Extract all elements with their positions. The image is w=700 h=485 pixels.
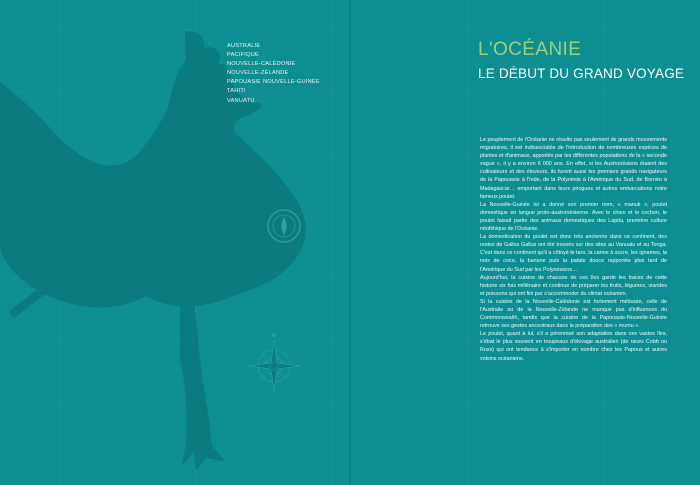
body-paragraph: La Nouvelle-Guinée lui a donné son premier nom, « manuk », poulet domestique en langue proto-austronésienne. Avec le chien et le cochon, le poulet faisait partie des animaux domestiques des Lapita, première culture néolithique de l'Océanie. — [480, 201, 667, 233]
body-text — [480, 136, 667, 363]
region-list — [227, 42, 320, 106]
region-item: PAPOUASIE NOUVELLE-GUINÉE — [227, 79, 320, 86]
region-item: TAHITI — [227, 88, 246, 95]
region-item: PACIFIQUE — [227, 52, 259, 59]
body-paragraph: Si la cuisine de la Nouvelle-Calédonie est fortement métissée, celle de l'Australie ou de la Nouvelle-Zélande ne manque pas d'influences du Commonwealth, tandis que la cuisine de la Papouasie-Nouvelle-Guinée retrouve ses gestes ancestraux dans la préparation des « mumu ». — [480, 298, 667, 330]
region-item: VANUATU — [227, 97, 255, 104]
compass-north-label: N — [272, 333, 276, 339]
chapter-subtitle: LE DÉBUT DU GRAND VOYAGE — [478, 66, 685, 81]
book-spine — [349, 0, 351, 485]
chapter-title: L'OCÉANIE — [478, 39, 582, 60]
region-item: AUSTRALIE — [227, 43, 261, 49]
compass-rose-icon — [248, 333, 300, 392]
body-paragraph: Le poulet, quant à lui, s'il a pérennisé son adaptation dans ces vastes îles, s'ébat le plus souvent en troupeaux d'élevage australien (de races Cobb ou Ross) qui ont tendance à s'importer en nombre chez les Papous et autres voisins océaniens. — [480, 331, 667, 362]
body-paragraph: Le peuplement de l'Océanie ne résulte pas seulement de grands mouvements migratoires, il est indissociable de l'introduction de nombreuses espèces de plantes et d'animaux, apportés par les différentes populations de la « seconde vague », il y a environ 6 000 ans. En effet, si les Austronésiens étaient des cultivateurs et des éleveurs, ils furent aussi les premiers grands navigateurs de la Papouasie à l'Inde, de la Polynésie à l'Amérique du Sud, de Bornéo à Madagascar… emportant dans leurs pirogues et autres embarcations notre fameux poulet. — [480, 137, 667, 200]
region-item: NOUVELLE-CALÉDONIE — [227, 61, 296, 68]
body-paragraph: Aujourd'hui, la cuisine de chacune de ces îles garde les traces de cette histoire six fois millénaire et continue de préparer les fruits, légumes, viandes et poissons qui ont fini par s'accommoder du climat océanien. — [480, 274, 667, 297]
body-paragraph: La domestication du poulet est donc très ancienne dans ce continent, des restes de Gallus Gallus ont été trouvés sur des sites au Vanuatu et au Tonga. C'est dans ce continent qu'il a côtoyé le taro, la canne à sucre, les ignames, la noix de coco, la banane puis la patate douce rapportée plus tard de l'Amérique du Sud par les Polynésiens… — [480, 234, 667, 273]
region-item: NOUVELLE-ZÉLANDE — [227, 70, 289, 77]
